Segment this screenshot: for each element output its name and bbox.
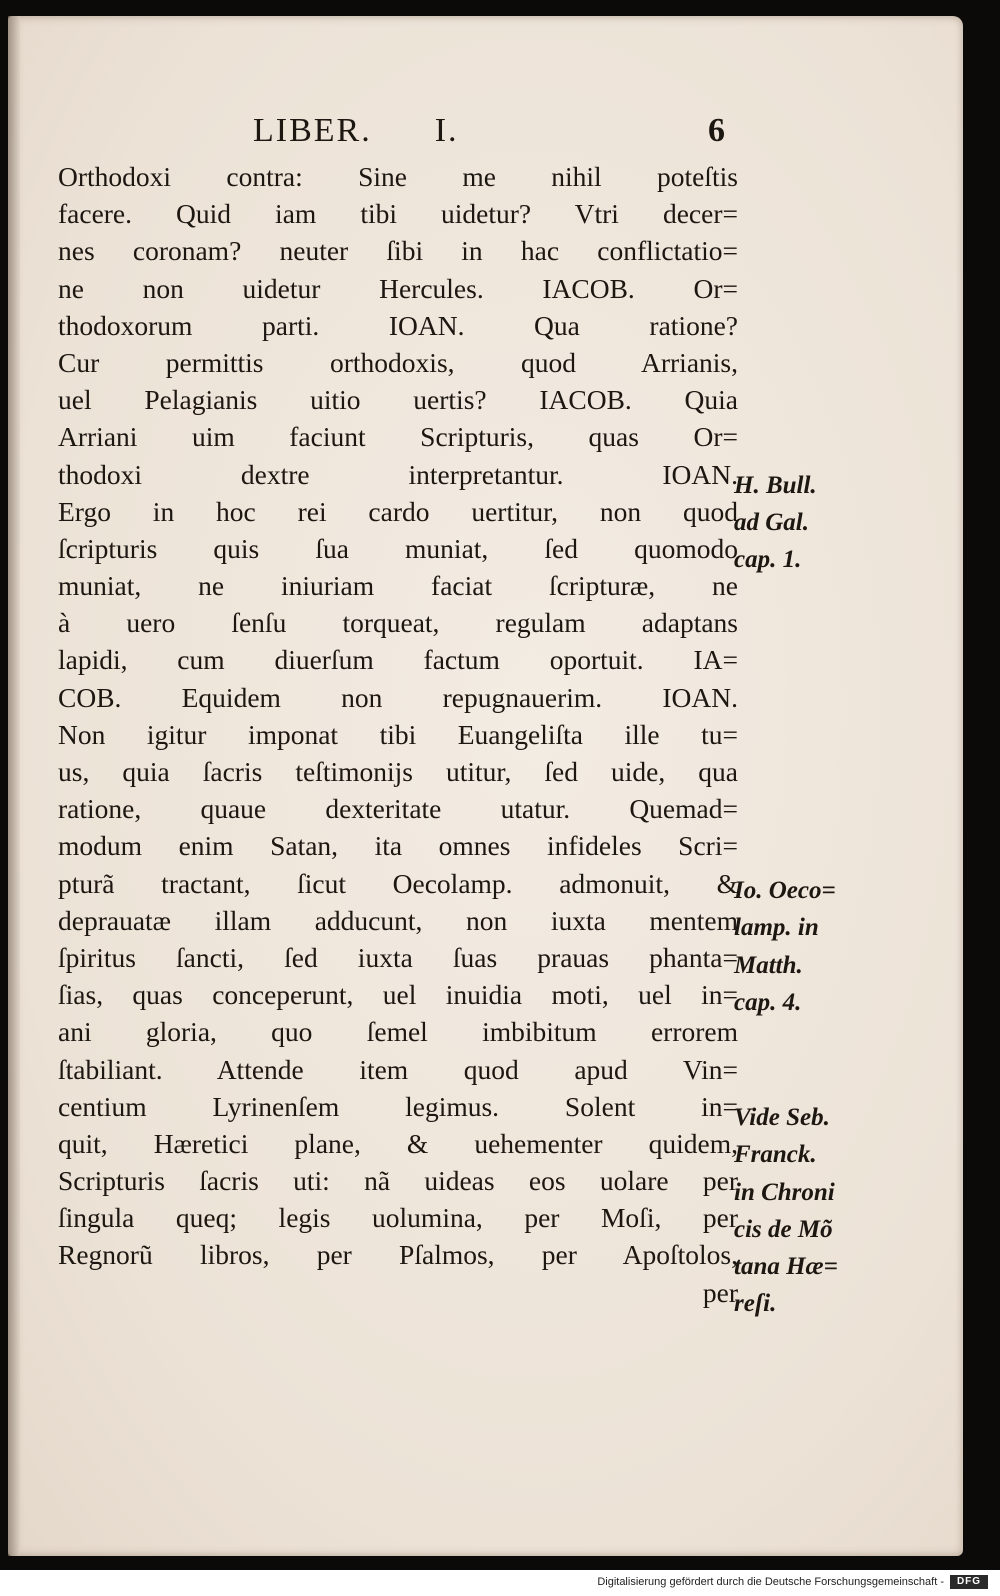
text-line: ratione, quaue dexteritate utatur. Quemad= bbox=[58, 793, 738, 825]
text-line: uel Pelagianis uitio uertis? IACOB. Quia bbox=[58, 384, 738, 416]
text-line: ne non uidetur Hercules. IACOB. Or= bbox=[58, 272, 738, 304]
margin-note-line: in Chroni bbox=[734, 1178, 835, 1206]
text-line: thodoxi dextre interpretantur. IOAN. bbox=[58, 458, 738, 490]
text-line: nes coronam? neuter ſibi in hac conflictatio= bbox=[58, 235, 738, 267]
text-line: pturã tractant, ſicut Oecolamp. admonuit, & bbox=[58, 867, 738, 899]
margin-note-line: Io. Oeco= bbox=[734, 877, 836, 905]
margin-note-line: Franck. bbox=[734, 1141, 817, 1169]
text-line: quit, Hæretici plane, & uehementer quidem, bbox=[58, 1127, 738, 1159]
text-line: ſpiritus ſancti, ſed iuxta ſuas prauas phanta= bbox=[58, 941, 738, 973]
margin-note-line: ad Gal. bbox=[734, 508, 809, 536]
text-line: Non igitur imponat tibi Euangeliſta ille tu= bbox=[58, 718, 738, 750]
margin-note-line: Vide Seb. bbox=[734, 1104, 830, 1132]
digitization-footer bbox=[0, 1570, 1000, 1596]
text-line: Orthodoxi contra: Sine me nihil poteſtis bbox=[58, 161, 738, 192]
text-line: centium Lyrinenſem legimus. Solent in= bbox=[58, 1090, 738, 1122]
text-line: Ergo in hoc rei cardo uertitur, non quod bbox=[58, 495, 738, 527]
margin-note-line: lamp. in bbox=[734, 914, 819, 942]
folio-number: 6 bbox=[708, 112, 725, 149]
funding-credit: Digitalisierung gefördert durch die Deutsche Forschungsgemeinschaft - bbox=[597, 1576, 944, 1588]
margin-note-line: cap. 4. bbox=[734, 988, 802, 1016]
text-line: Arriani uim faciunt Scripturis, quas Or= bbox=[58, 421, 738, 453]
text-line: facere. Quid iam tibi uidetur? Vtri decer= bbox=[58, 198, 738, 230]
text-line: Regnorũ libros, per Pſalmos, per Apoſtolos, bbox=[58, 1239, 738, 1271]
margin-note-line: H. Bull. bbox=[734, 471, 817, 499]
margin-note-line: Matth. bbox=[734, 951, 803, 979]
margin-note-line: reſi. bbox=[734, 1290, 777, 1318]
text-line: deprauatæ illam adducunt, non iuxta mentem bbox=[58, 904, 738, 936]
text-line: ſias, quas conceperunt, uel inuidia moti, uel in= bbox=[58, 979, 738, 1011]
text-line: ſtabiliant. Attende item quod apud Vin= bbox=[58, 1053, 738, 1085]
running-head: LIBER. I. bbox=[253, 112, 459, 149]
margin-note bbox=[734, 1099, 874, 1322]
text-line: COB. Equidem non repugnauerim. IOAN. bbox=[58, 681, 738, 713]
book-page bbox=[8, 16, 963, 1556]
margin-note bbox=[734, 467, 874, 579]
margin-note-line: cis de Mõ bbox=[734, 1215, 833, 1243]
text-line: lapidi, cum diuerſum factum oportuit. IA= bbox=[58, 644, 738, 676]
text-line: Scripturis ſacris uti: nã uideas eos uolare per bbox=[58, 1165, 738, 1197]
text-line: ſcripturis quis ſua muniat, ſed quomodo bbox=[58, 532, 738, 564]
text-line: muniat, ne iniuriam faciat ſcripturæ, ne bbox=[58, 570, 738, 602]
text-line: thodoxorum parti. IOAN. Qua ratione? bbox=[58, 309, 738, 341]
text-line: Cur permittis orthodoxis, quod Arrianis, bbox=[58, 346, 738, 378]
text-line: per bbox=[702, 1276, 738, 1308]
text-line: us, quia ſacris teſtimonijs utitur, ſed uide, qua bbox=[58, 756, 738, 787]
margin-note bbox=[734, 872, 874, 1021]
page-spine-shadow bbox=[8, 16, 20, 1556]
margin-note-line: tana Hæ= bbox=[734, 1252, 838, 1280]
text-line: modum enim Satan, ita omnes infideles Scri= bbox=[58, 830, 738, 862]
body-text-block bbox=[58, 158, 738, 1311]
margin-note-line: cap. 1. bbox=[734, 546, 802, 574]
dfg-logo: DFG bbox=[950, 1575, 988, 1589]
text-line: ani gloria, quo ſemel imbibitum errorem bbox=[58, 1016, 738, 1048]
text-line: à uero ſenſu torqueat, regulam adaptans bbox=[58, 607, 738, 639]
text-line: ſingula queq; legis uolumina, per Moſi, per bbox=[58, 1202, 738, 1234]
